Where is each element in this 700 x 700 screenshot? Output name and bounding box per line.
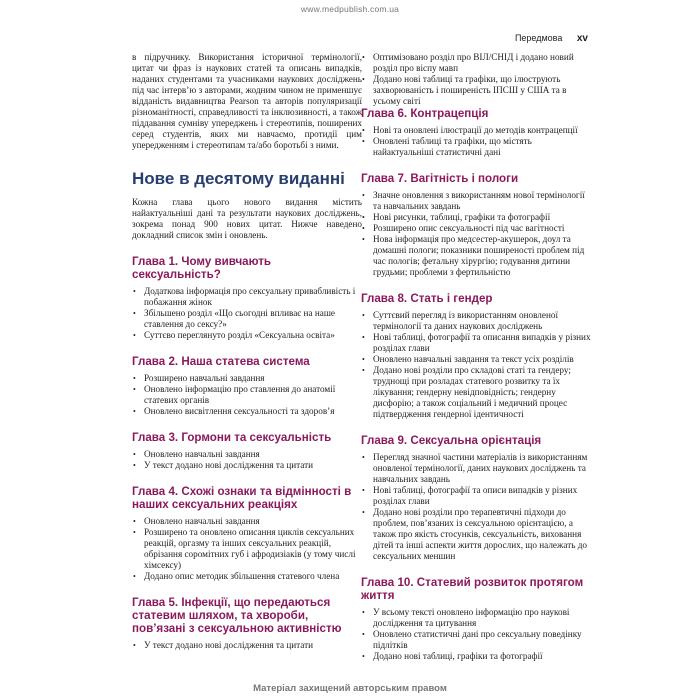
list-item-text: Оновлено навчальні завдання xyxy=(144,516,260,526)
list-item xyxy=(132,330,362,341)
bullet-icon: • xyxy=(133,374,136,383)
list-item-text: Оновлено навчальні завдання та текст усіх розділів xyxy=(373,354,574,364)
list-item xyxy=(361,136,591,158)
bullet-icon: • xyxy=(133,385,136,394)
list-item-text: Оновлені таблиці та графіки, що містять найактуальніші статистичні дані xyxy=(373,136,532,157)
list-item-text: Нові таблиці, фотографії та описи випадків у різних розділах глави xyxy=(373,485,578,506)
bullet-icon: • xyxy=(362,453,365,462)
chapter-heading: Глава 5. Інфекції, що передаються статевим шляхом, та хвороби, пов’язані з сексуальною активністю xyxy=(132,596,342,635)
page-number: xv xyxy=(576,33,588,44)
list-item xyxy=(361,365,591,420)
bullet-icon: • xyxy=(133,517,136,526)
list-item-text: Розширено та оновлено описання циклів сексуальних реакцій, оргазму та інших сексуальних реакцій, обрізання соромітних губ і афродизіаків (у тому числі хімсексу) xyxy=(144,527,356,570)
list-item xyxy=(132,406,362,417)
bullet-list xyxy=(132,516,362,582)
list-item-text: Оновлено інформацію про ставлення до анатомії статевих органів xyxy=(144,384,336,405)
list-item xyxy=(361,485,591,507)
bullet-icon: • xyxy=(362,191,365,200)
list-item xyxy=(132,286,362,308)
bullet-list xyxy=(361,452,591,562)
bullet-icon: • xyxy=(362,486,365,495)
list-item xyxy=(132,527,362,571)
list-item-text: Розширено навчальні завдання xyxy=(144,373,265,383)
left-chapters xyxy=(132,255,362,651)
section-paragraph: Кожна глава цього нового видання містить найактуальніші дані та результати наукових досліджень, зокрема понад 900 нових цитат. Нижче наведено докладний список змін і оновлень. xyxy=(132,197,362,240)
chapter-heading: Глава 6. Контрацепція xyxy=(361,107,489,120)
chapter-heading: Глава 1. Чому вивчають сексуальність? xyxy=(132,255,272,281)
list-item-text: Оновлено висвітлення сексуальності та здоров’я xyxy=(144,406,335,416)
list-item-text: Суттєво переглянуто розділ «Сексуальна освіта» xyxy=(144,330,335,340)
bullet-list xyxy=(132,373,362,417)
bullet-icon: • xyxy=(362,355,365,364)
list-item-text: У текст додано нові дослідження та цитати xyxy=(144,460,314,470)
chapter-heading: Глава 2. Наша статева система xyxy=(132,355,310,368)
list-item-text: У текст додано нові дослідження та цитати xyxy=(144,640,314,650)
bullet-list xyxy=(361,125,591,158)
list-item-text: Нові рисунки, таблиці, графіки та фотографії xyxy=(373,212,551,222)
list-item xyxy=(361,212,591,223)
list-item xyxy=(361,310,591,332)
list-item xyxy=(361,234,591,278)
list-item xyxy=(361,332,591,354)
bullet-icon: • xyxy=(133,309,136,318)
bullet-icon: • xyxy=(362,53,365,62)
chapter-5-continued-list xyxy=(361,52,591,107)
list-item xyxy=(361,190,591,212)
list-item xyxy=(132,373,362,384)
bullet-icon: • xyxy=(362,224,365,233)
list-item-text: Нова інформація про медсестер-акушерок, доул та домашні пологи; показники поширеності проблем під час пологів; фетальну хірургію; годування дитини грудьми; проблеми з фертильністю xyxy=(373,234,585,277)
site-url-watermark: www.medpublish.com.ua xyxy=(300,4,400,14)
list-item xyxy=(132,460,362,471)
list-item-text: Оновлено статистичні дані про сексуальну поведінку підлітків xyxy=(373,629,582,650)
list-item xyxy=(132,308,362,330)
list-item xyxy=(361,52,591,74)
bullet-icon: • xyxy=(362,652,365,661)
list-item-text: Значне оновлення з використанням нової термінології та навчальних завдань xyxy=(373,190,585,211)
chapter-heading: Глава 8. Стать і гендер xyxy=(361,292,493,305)
bullet-icon: • xyxy=(133,641,136,650)
bullet-icon: • xyxy=(133,287,136,296)
list-item xyxy=(361,74,591,107)
list-item xyxy=(361,354,591,365)
bullet-list xyxy=(132,449,362,471)
list-item-text: Перегляд значної частини матеріалів із використанням оновленої термінології, даних наукових досліджень та навчальних завдань xyxy=(373,452,588,484)
list-item-text: Додано нові розділи про терапевтичні підходи до проблем, пов’язаних із сексуальною орієнтацією, а також про якість стосунків, сексуальність, виховання дітей та інші аспекти життя дорослих, що належать до сексуальних меншин xyxy=(373,507,587,561)
list-item-text: У всьому тексті оновлено інформацію про наукові дослідження та цитування xyxy=(373,607,570,628)
intro-paragraph: в підручнику. Використання історичної термінології, цитат чи фраз із наукових статей та описань випадків, наданих студентами та учасниками наукових досліджень під час інтерв’ю з авторами, жодним чином не применшує відданість видавництва Pearson та авторів популяризації різноманітності, справедливості та інклюзивності, а також піддавання сумніву упереджень і стереотипів, поширених серед студентів, яких ми навчаємо, протидії цим упередженням і стереотипам та/або боротьбі з ними. xyxy=(132,52,362,150)
list-item-text: Розширено опис сексуальності під час вагітності xyxy=(373,223,565,233)
chapter-heading: Глава 4. Схожі ознаки та відмінності в наших сексуальних реакціях xyxy=(132,485,352,511)
list-item-text: Нові та оновлені ілюстрації до методів контрацепції xyxy=(373,125,578,135)
bullet-icon: • xyxy=(362,366,365,375)
section-title: Нове в десятому виданні xyxy=(132,169,345,188)
list-item xyxy=(132,384,362,406)
list-item-text: Додано нові таблиці, графіки та фотографії xyxy=(373,651,543,661)
bullet-list xyxy=(361,310,591,420)
running-head xyxy=(515,33,588,44)
list-item xyxy=(361,125,591,136)
bullet-icon: • xyxy=(362,333,365,342)
list-item xyxy=(361,629,591,651)
list-item-text: Нові таблиці, фотографії та описання випадків у різних розділах глави xyxy=(373,332,591,353)
bullet-icon: • xyxy=(133,528,136,537)
bullet-list xyxy=(361,607,591,662)
bullet-list xyxy=(361,190,591,278)
bullet-icon: • xyxy=(362,126,365,135)
bullet-icon: • xyxy=(362,137,365,146)
list-item-text: Додано опис методик збільшення статевого члена xyxy=(144,571,340,581)
bullet-icon: • xyxy=(362,75,365,84)
left-column xyxy=(132,52,362,651)
list-item-text: Суттєвий перегляд із використанням оновленої термінології та даних наукових досліджень xyxy=(373,310,559,331)
list-item-text: Додано нові таблиці та графіки, що ілюструють захворюваність і поширеність ІПСШ у США та в усьому світі xyxy=(373,74,567,106)
chapter-heading: Глава 10. Статевий розвиток протягом життя xyxy=(361,576,584,602)
list-item xyxy=(361,507,591,562)
list-item xyxy=(361,223,591,234)
bullet-icon: • xyxy=(362,630,365,639)
bullet-icon: • xyxy=(362,235,365,244)
bullet-list xyxy=(132,286,362,341)
right-column xyxy=(361,52,591,662)
chapter-heading: Глава 9. Сексуальна орієнтація xyxy=(361,434,542,447)
bullet-icon: • xyxy=(133,572,136,581)
bullet-icon: • xyxy=(362,608,365,617)
list-item xyxy=(361,452,591,485)
list-item xyxy=(361,607,591,629)
list-item-text: Додаткова інформація про сексуальну привабливість і побажання жінок xyxy=(144,286,356,307)
chapter-heading: Глава 7. Вагітність і пологи xyxy=(361,172,519,185)
bullet-icon: • xyxy=(362,508,365,517)
copyright-notice: Матеріал захищений авторським правом xyxy=(253,683,447,694)
list-item xyxy=(132,516,362,527)
bullet-icon: • xyxy=(133,331,136,340)
chapter-heading: Глава 3. Гормони та сексуальність xyxy=(132,431,332,444)
list-item xyxy=(132,640,362,651)
bullet-icon: • xyxy=(133,450,136,459)
list-item xyxy=(361,651,591,662)
bullet-icon: • xyxy=(133,461,136,470)
running-head-section: Передмова xyxy=(514,33,563,43)
list-item-text: Оптимізовано розділ про ВІЛ/СНІД і додано новий розділ про віспу мавп xyxy=(373,52,574,73)
right-chapters xyxy=(361,107,591,662)
bullet-icon: • xyxy=(362,311,365,320)
bullet-icon: • xyxy=(362,213,365,222)
list-item-text: Оновлено навчальні завдання xyxy=(144,449,260,459)
list-item-text: Збільшено розділ «Що сьогодні впливає на наше ставлення до сексу?» xyxy=(144,308,335,329)
list-item xyxy=(132,571,362,582)
list-item xyxy=(132,449,362,460)
bullet-list xyxy=(132,640,362,651)
bullet-icon: • xyxy=(133,407,136,416)
list-item-text: Додано нові розділи про складові статі та гендеру; труднощі при розладах статевого розвитку та їх лікування; гендерну невідповідність; гендерну дисфорію; а також соціальний і медичний процес підтвердження гендерної ідентичності xyxy=(373,365,571,419)
